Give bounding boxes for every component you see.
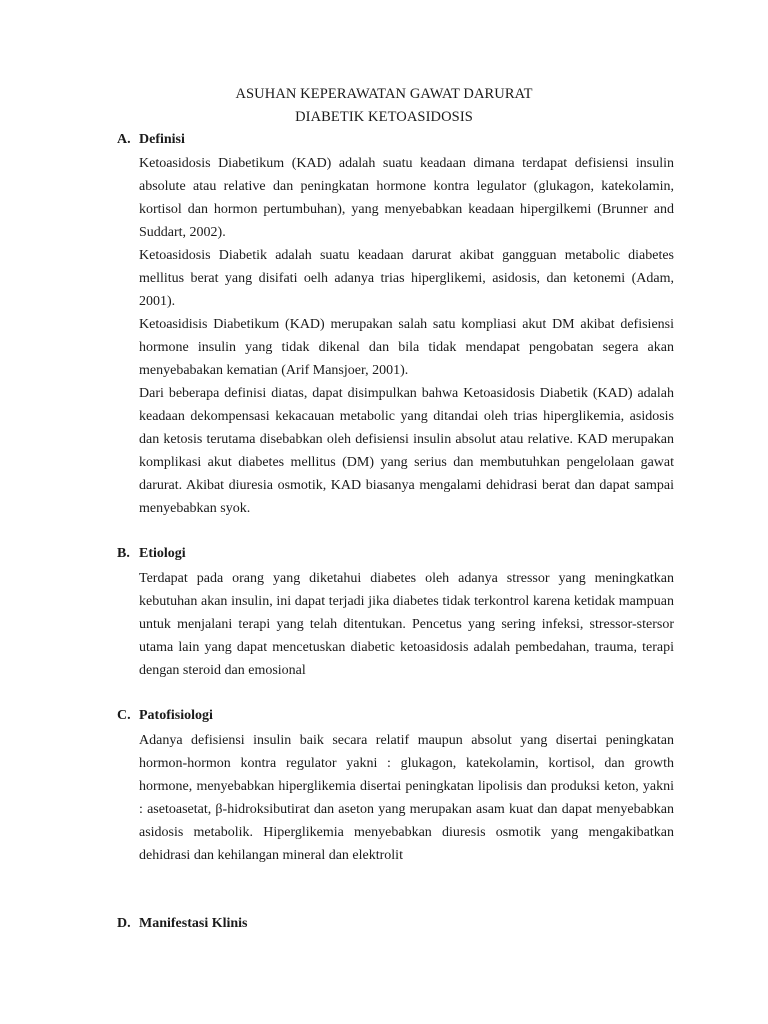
section-letter: D. (117, 916, 131, 931)
section-heading-etiologi (117, 546, 186, 562)
section-letter: C. (117, 708, 131, 723)
paragraph: Terdapat pada orang yang diketahui diabetes oleh adanya stressor yang meningkatkan kebutuhan akan insulin, ini dapat terjadi jika diabetes tidak terkontrol karena ketidak mampuan untuk menjalani terapi yang telah ditentukan. Pencetus yang sering infeksi, stressor-stersor utama lain yang dapat mencetuskan diabetic ketoasidosis adalah pembedahan, trauma, terapi dengan steroid dan emosional (139, 571, 674, 678)
section-title: Patofisiologi (139, 708, 213, 723)
paragraph: Ketoasidosis Diabetikum (KAD) adalah suatu keadaan dimana terdapat defisiensi insulin absolute atau relative dan peningkatan hormone kontra legulator (glukagon, katekolamin, kortisol dan hormon pertumbuhan), yang menyebabkan keadaan hipergilkemi (Brunner and Suddart, 2002). (139, 156, 674, 240)
section-heading-manifestasi-klinis (117, 916, 248, 932)
document-title: ASUHAN KEPERAWATAN GAWAT DARURAT (235, 86, 533, 102)
paragraph: Ketoasidisis Diabetikum (KAD) merupakan salah satu kompliasi akut DM akibat defisiensi hormone insulin yang tidak dikenal dan bila tidak mendapat pengobatan segera akan menyebabakan kematian (Arif Mansjoer, 2001). (139, 317, 674, 378)
section-letter: B. (117, 546, 130, 561)
paragraph: Ketoasidosis Diabetik adalah suatu keadaan darurat akibat gangguan metabolic diabetes mellitus berat yang disifati oelh adanya trias hiperglikemi, asidosis, dan ketonemi (Adam, 2001). (139, 248, 674, 309)
paragraph: Dari beberapa definisi diatas, dapat disimpulkan bahwa Ketoasidosis Diabetik (KAD) adalah keadaan dekompensasi kekacauan metabolic yang ditandai oleh trias hiperglikemia, asidosis dan ketosis terutama disebabkan oleh defisiensi insulin absolut atau relative. KAD merupakan komplikasi akut diabetes mellitus (DM) yang serius dan membutuhkan pengelolaan gawat darurat. Akibat diuresia osmotik, KAD biasanya mengalami dehidrasi berat dan dapat sampai menyebabkan syok. (139, 386, 674, 516)
section-title: Definisi (139, 132, 185, 147)
section-letter: A. (117, 132, 131, 147)
document-subtitle: DIABETIK KETOASIDOSIS (295, 109, 473, 125)
paragraph: Adanya defisiensi insulin baik secara relatif maupun absolut yang disertai peningkatan hormon-hormon kontra regulator yakni : glukagon, katekolamin, kortisol, dan growth hormone, menyebabkan hiperglikemia disertai peningkatan lipolisis dan produksi keton, yakni : asetoasetat, β-hidroksibutirat dan aseton yang merupakan asam kuat dan dapat menyebabkan asidosis metabolik. Hiperglikemia menyebabkan diuresis osmotik yang mengakibatkan dehidrasi dan kehilangan mineral dan elektrolit (139, 733, 674, 863)
section-heading-patofisiologi (117, 708, 213, 724)
section-heading-definisi (117, 132, 185, 148)
section-title: Manifestasi Klinis (139, 916, 248, 931)
section-title: Etiologi (139, 546, 186, 561)
